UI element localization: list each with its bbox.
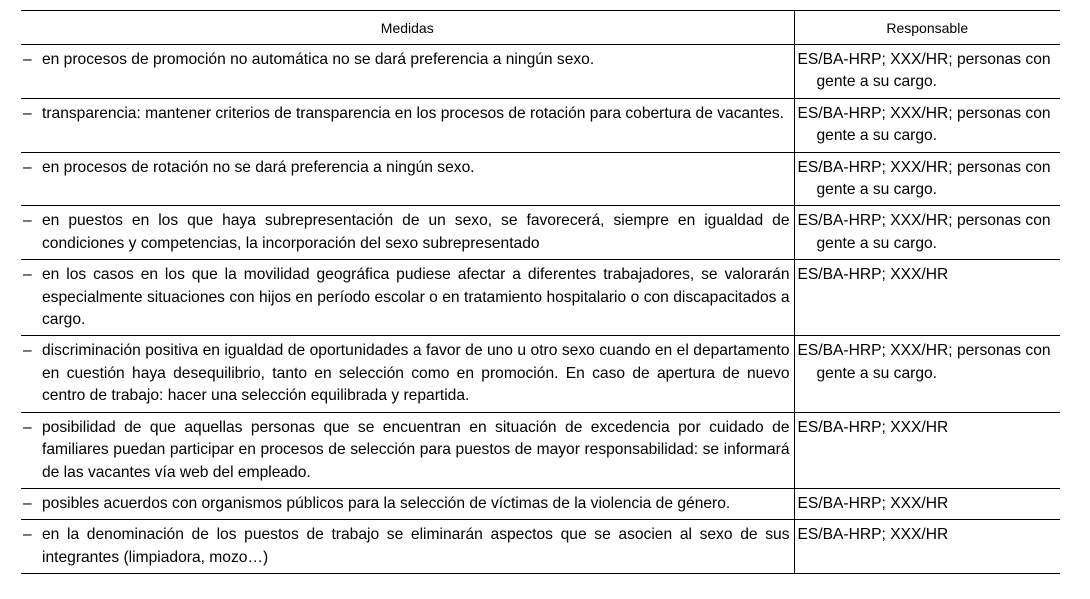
measures-table xyxy=(21,10,1060,574)
table-row xyxy=(21,45,1060,99)
bullet-dash: – xyxy=(23,158,32,176)
measure-cell xyxy=(21,152,794,206)
measure-item xyxy=(21,210,790,255)
measure-cell xyxy=(21,488,794,519)
responsible-cell xyxy=(794,520,1060,574)
bullet-dash: – xyxy=(23,266,32,284)
responsible-text: ES/BA-HRP; XXX/HR; personas con gente a su cargo. xyxy=(797,104,1051,145)
measure-item xyxy=(21,103,790,125)
measure-text: en la denominación de los puestos de trabajo se eliminarán aspectos que se asocien al sexo de sus integrantes (limpiadora, mozo…) xyxy=(42,526,790,566)
responsible-text: ES/BA-HRP; XXX/HR; personas con gente a su cargo. xyxy=(797,212,1051,252)
table-row xyxy=(21,260,1060,336)
bullet-dash: – xyxy=(23,104,32,122)
responsible-text: ES/BA-HRP; XXX/HR xyxy=(797,494,949,512)
measure-text: posibilidad de que aquellas personas que se encuentran en situación de excedencia por cuidado de familiares puedan participar en procesos de selección para puestos de mayor responsabilidad: se informará de las vacantes vía web del empleado. xyxy=(42,418,790,481)
measure-item xyxy=(21,340,790,407)
measure-text: en puestos en los que haya subrepresentación de un sexo, se favorecerá, siempre en igualdad de condiciones y competencias, la incorporación del sexo subrepresentado xyxy=(42,212,790,252)
measure-item xyxy=(21,157,790,179)
measure-cell xyxy=(21,98,794,152)
measure-cell xyxy=(21,412,794,488)
responsible-cell xyxy=(794,260,1060,336)
responsible-text: ES/BA-HRP; XXX/HR xyxy=(797,418,949,436)
header-responsible: Responsable xyxy=(794,11,1060,45)
table-row xyxy=(21,152,1060,206)
responsible-text: ES/BA-HRP; XXX/HR xyxy=(797,266,949,284)
table-row xyxy=(21,98,1060,152)
measure-item xyxy=(21,524,790,569)
measure-item xyxy=(21,264,790,331)
measure-text: en procesos de rotación no se dará preferencia a ningún sexo. xyxy=(42,158,475,176)
measure-item xyxy=(21,49,790,71)
measure-cell xyxy=(21,520,794,574)
measure-item xyxy=(21,417,790,484)
bullet-dash: – xyxy=(23,494,32,512)
bullet-dash: – xyxy=(23,212,32,230)
measure-text: en los casos en los que la movilidad geográfica pudiese afectar a diferentes trabajadores, se valorarán especialmente situaciones con hijos en período escolar o en tratamiento hospitalario o con discapacitados a cargo. xyxy=(42,266,790,329)
bullet-dash: – xyxy=(23,526,32,544)
table-row xyxy=(21,488,1060,519)
table-header-row xyxy=(21,11,1060,45)
responsible-cell xyxy=(794,98,1060,152)
header-measures: Medidas xyxy=(21,11,794,45)
responsible-cell xyxy=(794,412,1060,488)
responsible-text: ES/BA-HRP; XXX/HR; personas con gente a su cargo. xyxy=(797,51,1051,91)
responsible-cell xyxy=(794,152,1060,206)
responsible-cell xyxy=(794,45,1060,99)
responsible-cell xyxy=(794,336,1060,412)
measure-text: en procesos de promoción no automática no se dará preferencia a ningún sexo. xyxy=(42,51,595,68)
measure-cell xyxy=(21,336,794,412)
table-row xyxy=(21,520,1060,574)
measure-cell xyxy=(21,206,794,260)
bullet-dash: – xyxy=(23,418,32,436)
responsible-text: ES/BA-HRP; XXX/HR; personas con gente a su cargo. xyxy=(797,158,1051,199)
responsible-cell xyxy=(794,206,1060,260)
table-row xyxy=(21,412,1060,488)
bullet-dash: – xyxy=(23,342,32,360)
table-row xyxy=(21,336,1060,412)
measure-cell xyxy=(21,260,794,336)
table-row xyxy=(21,206,1060,260)
bullet-dash: – xyxy=(23,51,32,68)
measure-text: discriminación positiva en igualdad de oportunidades a favor de uno u otro sexo cuando en el departamento en cuestión haya desequilibrio, tanto en selección como en promoción. En caso de apertura de nuevo centro de trabajo: hacer una selección equilibrada y repartida. xyxy=(42,342,790,405)
measure-item xyxy=(21,493,790,515)
measure-text: transparencia: mantener criterios de transparencia en los procesos de rotación para cobertura de vacantes. xyxy=(42,104,784,122)
responsible-text: ES/BA-HRP; XXX/HR xyxy=(797,526,949,544)
responsible-cell xyxy=(794,488,1060,519)
measure-text: posibles acuerdos con organismos públicos para la selección de víctimas de la violencia de género. xyxy=(42,494,731,512)
measure-cell xyxy=(21,45,794,99)
responsible-text: ES/BA-HRP; XXX/HR; personas con gente a su cargo. xyxy=(797,342,1051,382)
